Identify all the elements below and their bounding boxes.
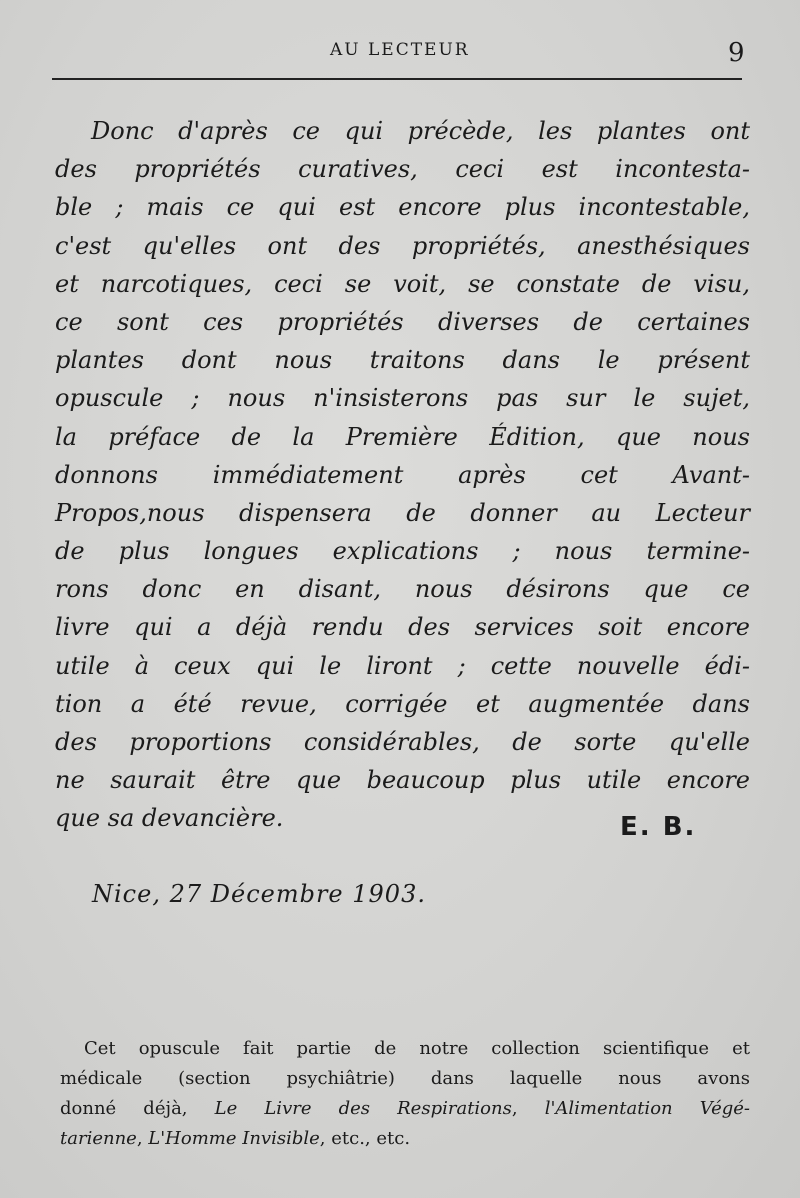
body-line: donnons immédiatement après cet Avant- <box>55 460 750 489</box>
body-line: livre qui a déjà rendu des services soit encore <box>55 613 750 642</box>
dateline: Nice, 27 Décembre 1903. <box>92 880 426 908</box>
body-line: ble ; mais ce qui est encore plus incontestable, <box>55 193 750 222</box>
footnote-line <box>60 1124 750 1154</box>
body-line: Donc d'après ce qui précède, les plantes ont <box>91 117 750 145</box>
header-rule <box>52 78 742 80</box>
body-line: opuscule ; nous n'insisterons pas sur le sujet, <box>55 384 750 413</box>
body-line: que sa devancière. <box>55 804 284 833</box>
body-line: des proportions considérables, de sorte qu'elle <box>55 728 750 756</box>
running-head: AU LECTEUR <box>330 40 470 60</box>
footnote-line <box>60 1094 750 1124</box>
body-line: et narcotiques, ceci se voit, se constate de visu, <box>55 269 750 298</box>
footnote-line: médicale (section psychiâtrie) dans laquelle nous avons <box>60 1068 750 1089</box>
book-title: tarienne <box>60 1128 137 1149</box>
footnote-text: , <box>511 1098 545 1119</box>
footnote <box>60 1034 750 1154</box>
body-line: ce sont ces propriétés diverses de certaines <box>55 307 750 336</box>
page-number: 9 <box>728 38 745 68</box>
footnote-text: donné déjà, <box>60 1098 215 1119</box>
body-line: de plus longues explications ; nous termine- <box>55 537 750 566</box>
footnote-text: , etc., etc. <box>319 1128 411 1149</box>
footnote-line: Cet opuscule fait partie de notre collection scientifique et <box>84 1038 750 1059</box>
book-title: L'Homme Invisible <box>148 1128 320 1149</box>
body-line: rons donc en disant, nous désirons que ce <box>55 575 750 604</box>
body-line: des propriétés curatives, ceci est incontesta- <box>55 155 750 184</box>
body-paragraph <box>55 112 750 838</box>
body-line: utile à ceux qui le liront ; cette nouvelle édi- <box>55 651 750 680</box>
body-line: Propos,nous dispensera de donner au Lecteur <box>55 498 750 527</box>
body-line: tion a été revue, corrigée et augmentée dans <box>55 689 750 718</box>
signature: E. B. <box>620 812 697 842</box>
book-title: Le Livre des Respirations <box>214 1098 512 1119</box>
body-line: ne saurait être que beaucoup plus utile encore <box>55 766 750 795</box>
book-title: l'Alimentation Végé- <box>544 1098 750 1119</box>
body-line: la préface de la Première Édition, que nous <box>55 422 750 451</box>
body-line: plantes dont nous traitons dans le présent <box>55 346 750 375</box>
body-line: c'est qu'elles ont des propriétés, anesthésiques <box>55 231 750 260</box>
footnote-text: , <box>136 1128 149 1149</box>
